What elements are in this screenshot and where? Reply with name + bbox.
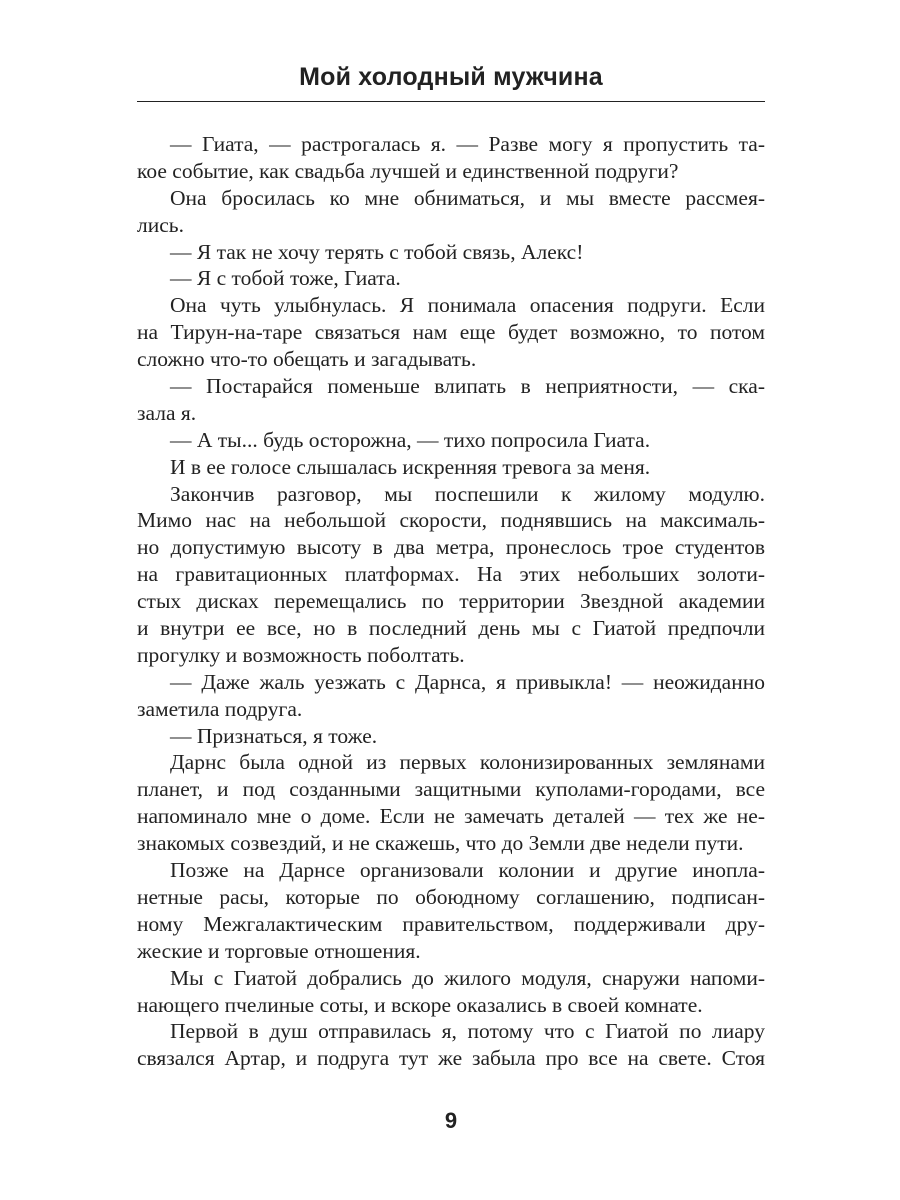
text-line: зала я. [137,400,197,425]
text-line: нающего пчелиные соты, и вскоре оказались в своей комнате. [137,992,703,1017]
text-line: Она бросилась ко мне обниматься, и мы вместе рассмея- [170,185,765,210]
body-text [137,131,765,1072]
text-line: — Я с тобой тоже, Гиата. [170,266,401,291]
text-line: — Я так не хочу терять с тобой связь, Алекс! [170,239,584,264]
text-line: но допустимую высоту в два метра, пронеслось трое студентов [137,535,765,560]
text-line: связался Артар, и подруга тут же забыла про все на свете. Стоя [137,1046,765,1071]
page-number: 9 [444,1108,458,1133]
text-line: Дарнс была одной из первых колонизированных землянами [170,750,765,775]
text-line: на гравитационных платформах. На этих небольших золоти- [137,562,765,587]
text-line: прогулку и возможность поболтать. [137,642,465,667]
text-line: Позже на Дарнсе организовали колонии и другие инопла- [170,858,765,883]
text-line: ному Межгалактическим правительством, поддерживали дру- [137,911,765,936]
page-title: Мой холодный мужчина [299,63,603,91]
text-line: и внутри ее все, но в последний день мы с Гиатой предпочли [137,616,765,641]
text-line: сложно что-то обещать и загадывать. [137,347,477,372]
text-line: лись. [137,212,184,237]
text-line: И в ее голосе слышалась искренняя тревога за меня. [170,454,651,479]
text-line: Мы с Гиатой добрались до жилого модуля, снаружи напоми- [170,965,765,990]
text-line: заметила подруга. [137,696,303,721]
text-line: Первой в душ отправилась я, потому что с Гиатой по лиару [170,1019,765,1044]
text-line: планет, и под созданными защитными куполами-городами, все [137,777,765,802]
text-line: на Тирун-на-таре связаться нам еще будет возможно, то потом [137,320,765,345]
text-line: кое событие, как свадьба лучшей и единственной подруги? [137,158,679,183]
text-line: — Гиата, — растрогалась я. — Разве могу я пропустить та- [170,132,765,156]
text-line: жеские и торговые отношения. [137,938,421,963]
text-line: Закончив разговор, мы поспешили к жилому модулю. [170,481,765,506]
text-line: Она чуть улыбнулась. Я понимала опасения подруги. Если [170,293,765,318]
text-line: — Постарайся поменьше влипать в неприятности, — ска- [170,374,765,399]
text-line: нетные расы, которые по обоюдному соглашению, подписан- [137,884,765,909]
text-line: напоминало мне о доме. Если не замечать деталей — тех же не- [137,804,765,829]
text-line: знакомых созвездий, и не скажешь, что до Земли две недели пути. [137,831,744,856]
text-line: — Признаться, я тоже. [170,723,378,748]
text-line: Мимо нас на небольшой скорости, поднявшись на максималь- [137,508,765,533]
text-line: — А ты... будь осторожна, — тихо попросила Гиата. [170,427,651,452]
text-line: — Даже жаль уезжать с Дарнса, я привыкла! — неожиданно [170,669,765,694]
text-line: стых дисках перемещались по территории Звездной академии [137,589,765,614]
header-rule [137,101,765,102]
